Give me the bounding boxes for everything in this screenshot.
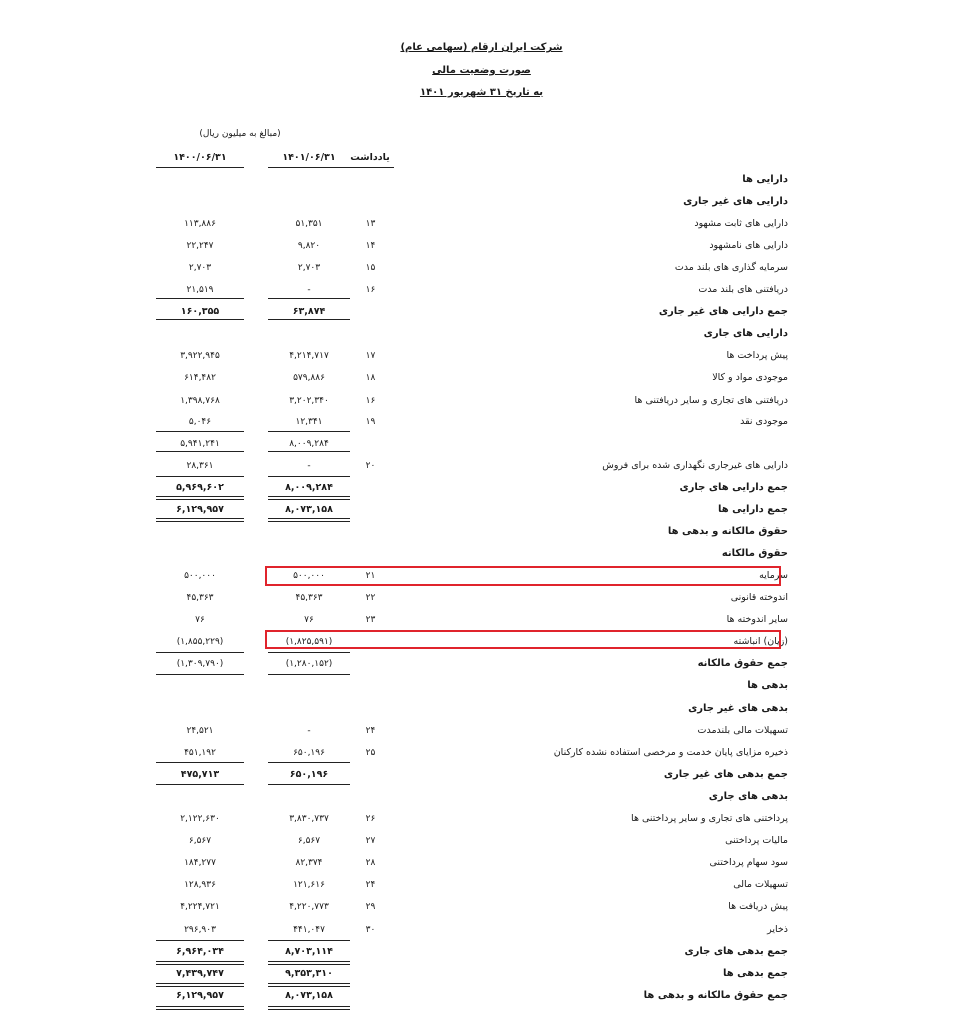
table-row bbox=[0, 214, 963, 234]
table-row bbox=[0, 258, 963, 278]
row-current-value: ۱۲,۳۴۱ bbox=[295, 417, 323, 427]
subtotal-rule bbox=[156, 784, 244, 785]
row-prior-value: ۱۶۰,۳۵۵ bbox=[180, 306, 220, 317]
table-row bbox=[0, 280, 963, 300]
table-row bbox=[0, 964, 963, 984]
row-prior-value: ۲۹۶,۹۰۳ bbox=[184, 925, 216, 935]
subtotal-rule bbox=[268, 762, 350, 763]
row-current-value: ۳,۲۰۲,۳۴۰ bbox=[289, 396, 329, 406]
row-current-value: ۸,۰۷۳,۱۵۸ bbox=[285, 990, 333, 1001]
row-label: جمع دارایی های غیر جاری bbox=[658, 306, 788, 317]
subtotal-rule bbox=[268, 319, 350, 320]
row-prior-value: ۷۶ bbox=[195, 615, 205, 625]
row-current-value: (۱,۲۸۰,۱۵۲) bbox=[285, 659, 333, 669]
total-double-rule bbox=[268, 496, 350, 500]
subtotal-rule bbox=[268, 476, 350, 477]
table-row bbox=[0, 875, 963, 895]
row-current-value: ۸۲,۳۷۴ bbox=[295, 858, 323, 868]
row-label: دریافتنی های بلند مدت bbox=[698, 284, 788, 295]
row-prior-value: ۲,۷۰۳ bbox=[188, 263, 212, 273]
row-label: تسهیلات مالی بلندمدت bbox=[697, 725, 788, 736]
table-row bbox=[0, 809, 963, 829]
row-note: ۲۳ bbox=[365, 615, 376, 625]
table-row bbox=[0, 765, 963, 785]
row-label: دارایی های غیر جاری bbox=[683, 196, 788, 207]
row-current-value: ۸,۰۰۹,۲۸۴ bbox=[289, 439, 329, 449]
row-prior-value: ۵,۹۴۱,۲۴۱ bbox=[180, 439, 220, 449]
row-label: تسهیلات مالی bbox=[733, 879, 788, 890]
table-row bbox=[0, 324, 963, 344]
row-note: ۲۰ bbox=[365, 461, 376, 471]
table-row bbox=[0, 391, 963, 411]
row-label: جمع حقوق مالکانه bbox=[697, 658, 788, 669]
table-row bbox=[0, 456, 963, 476]
subtotal-rule bbox=[268, 298, 350, 299]
row-label: موجودی نقد bbox=[740, 416, 788, 427]
table-row bbox=[0, 853, 963, 873]
row-label: پیش دریافت ها bbox=[728, 901, 788, 912]
row-note: ۱۷ bbox=[365, 351, 376, 361]
total-double-rule bbox=[156, 961, 244, 965]
unit-note: (مبالغ به میلیون ریال) bbox=[199, 129, 281, 139]
total-double-rule bbox=[268, 983, 350, 987]
row-label: سود سهام پرداختنی bbox=[709, 857, 788, 868]
table-row bbox=[0, 346, 963, 366]
row-prior-value: ۴۵۱,۱۹۲ bbox=[184, 748, 216, 758]
row-current-value: ۸,۰۷۳,۱۵۸ bbox=[285, 504, 333, 515]
row-label: دارایی های غیرجاری نگهداری شده برای فروش bbox=[602, 460, 788, 471]
table-row bbox=[0, 920, 963, 940]
company-name: شرکت ایران ارقام (سهامی عام) bbox=[400, 42, 563, 53]
row-prior-value: ۵,۰۴۶ bbox=[188, 417, 212, 427]
subtotal-rule bbox=[156, 476, 244, 477]
row-prior-value: ۲,۱۲۲,۶۳۰ bbox=[180, 814, 220, 824]
row-label: دارایی ها bbox=[742, 174, 788, 185]
subtotal-rule bbox=[156, 652, 244, 653]
table-row bbox=[0, 588, 963, 608]
subtotal-rule bbox=[156, 940, 244, 941]
total-double-rule bbox=[268, 518, 350, 522]
subtotal-rule bbox=[268, 940, 350, 941]
table-row bbox=[0, 721, 963, 741]
row-note: ۱۸ bbox=[365, 373, 376, 383]
row-label: ذخایر bbox=[767, 924, 788, 935]
row-current-value: (۱,۸۲۵,۵۹۱) bbox=[285, 637, 333, 647]
subtotal-rule bbox=[268, 431, 350, 432]
table-row bbox=[0, 699, 963, 719]
row-prior-value: ۲۲,۲۴۷ bbox=[186, 241, 214, 251]
row-current-value: ۵۱,۳۵۱ bbox=[295, 219, 323, 229]
row-current-value: ۵۰۰,۰۰۰ bbox=[293, 571, 325, 581]
row-label: جمع بدهی ها bbox=[723, 968, 788, 979]
table-row bbox=[0, 522, 963, 542]
highlight-capital-box bbox=[265, 566, 781, 586]
row-note: ۱۳ bbox=[365, 219, 376, 229]
row-label: اندوخته قانونی bbox=[730, 592, 788, 603]
row-note: ۲۴ bbox=[365, 726, 376, 736]
prior-year-header: ۱۴۰۰/۰۶/۳۱ bbox=[156, 152, 244, 168]
row-prior-value: ۱۱۳,۸۸۶ bbox=[184, 219, 216, 229]
row-note: ۲۶ bbox=[365, 814, 376, 824]
row-label: موجودی مواد و کالا bbox=[712, 372, 788, 383]
row-current-value: ۴۵,۳۶۳ bbox=[295, 593, 323, 603]
row-label: بدهی های غیر جاری bbox=[688, 703, 788, 714]
row-label: سایر اندوخته ها bbox=[726, 614, 788, 625]
row-note: ۲۱ bbox=[365, 571, 376, 581]
table-row bbox=[0, 676, 963, 696]
table-row bbox=[0, 500, 963, 520]
row-label: مالیات پرداختنی bbox=[725, 835, 788, 846]
row-current-value: - bbox=[307, 461, 311, 471]
row-current-value: ۲,۷۰۳ bbox=[297, 263, 321, 273]
subtotal-rule bbox=[156, 451, 244, 452]
row-label: دارایی های ثابت مشهود bbox=[694, 218, 788, 229]
total-double-rule bbox=[156, 983, 244, 987]
note-header: یادداشت bbox=[346, 152, 394, 168]
row-current-value: ۴,۲۱۴,۷۱۷ bbox=[289, 351, 329, 361]
row-prior-value: ۲۸,۳۶۱ bbox=[186, 461, 214, 471]
subtotal-rule bbox=[268, 784, 350, 785]
row-label: جمع بدهی های جاری bbox=[684, 946, 788, 957]
row-prior-value: ۶,۵۶۷ bbox=[188, 836, 212, 846]
table-row bbox=[0, 478, 963, 498]
subtotal-rule bbox=[156, 431, 244, 432]
row-current-value: - bbox=[307, 285, 311, 295]
row-label: دارایی های جاری bbox=[703, 328, 788, 339]
row-label: جمع دارایی ها bbox=[717, 504, 788, 515]
row-prior-value: (۱,۳۰۹,۷۹۰) bbox=[176, 659, 224, 669]
row-note: ۲۸ bbox=[365, 858, 376, 868]
subtotal-rule bbox=[268, 451, 350, 452]
table-row bbox=[0, 368, 963, 388]
row-note: ۳۰ bbox=[365, 925, 376, 935]
row-prior-value: ۱۸۴,۲۷۷ bbox=[184, 858, 216, 868]
current-year-header: ۱۴۰۱/۰۶/۳۱ bbox=[268, 152, 350, 168]
table-row bbox=[0, 434, 963, 454]
table-row bbox=[0, 942, 963, 962]
row-current-value: ۳,۸۳۰,۷۳۷ bbox=[289, 814, 329, 824]
subtotal-rule bbox=[156, 319, 244, 320]
total-double-rule bbox=[268, 1006, 350, 1010]
row-label: پرداختنی های تجاری و سایر پرداختنی ها bbox=[631, 813, 788, 824]
table-row bbox=[0, 170, 963, 190]
row-note: ۲۹ bbox=[365, 902, 376, 912]
total-double-rule bbox=[156, 1006, 244, 1010]
row-label: بدهی ها bbox=[747, 680, 788, 691]
row-current-value: ۶۵۰,۱۹۶ bbox=[293, 748, 325, 758]
row-prior-value: ۶,۹۶۴,۰۳۴ bbox=[176, 946, 224, 957]
row-label: جمع حقوق مالکانه و بدهی ها bbox=[643, 990, 788, 1001]
row-prior-value: ۵۰۰,۰۰۰ bbox=[184, 571, 216, 581]
row-current-value: ۷۶ bbox=[304, 615, 314, 625]
row-label: حقوق مالکانه و بدهی ها bbox=[667, 526, 788, 537]
table-row bbox=[0, 302, 963, 322]
row-label: بدهی های جاری bbox=[708, 791, 788, 802]
row-label: سرمایه گذاری های بلند مدت bbox=[674, 262, 788, 273]
row-prior-value: ۲۱,۵۱۹ bbox=[186, 285, 214, 295]
table-row bbox=[0, 654, 963, 674]
row-current-value: ۹,۸۲۰ bbox=[297, 241, 321, 251]
subtotal-rule bbox=[156, 674, 244, 675]
row-current-value: ۵۷۹,۸۸۶ bbox=[293, 373, 325, 383]
row-prior-value: ۳,۹۲۲,۹۴۵ bbox=[180, 351, 220, 361]
row-current-value: - bbox=[307, 726, 311, 736]
row-current-value: ۹,۳۵۳,۳۱۰ bbox=[285, 968, 333, 979]
statement-title: صورت وضعیت مالی bbox=[432, 65, 531, 76]
row-current-value: ۴,۲۲۰,۷۷۳ bbox=[289, 902, 329, 912]
row-prior-value: (۱,۸۵۵,۲۲۹) bbox=[176, 637, 224, 647]
subtotal-rule bbox=[156, 762, 244, 763]
table-row bbox=[0, 544, 963, 564]
row-current-value: ۱۲۱,۶۱۶ bbox=[293, 880, 325, 890]
row-current-value: ۶,۵۶۷ bbox=[297, 836, 321, 846]
row-label: جمع بدهی های غیر جاری bbox=[663, 769, 788, 780]
row-label: (زیان) انباشته bbox=[733, 636, 788, 647]
row-current-value: ۶۳,۸۷۴ bbox=[292, 306, 326, 317]
row-prior-value: ۶۱۴,۴۸۲ bbox=[184, 373, 216, 383]
subtotal-rule bbox=[268, 652, 350, 653]
row-prior-value: ۴,۲۲۴,۷۲۱ bbox=[180, 902, 220, 912]
row-note: ۲۵ bbox=[365, 748, 376, 758]
highlight-accumulated-loss-box bbox=[265, 630, 781, 649]
row-note: ۱۴ bbox=[365, 241, 376, 251]
row-note: ۲۷ bbox=[365, 836, 376, 846]
row-current-value: ۶۵۰,۱۹۶ bbox=[289, 769, 329, 780]
row-prior-value: ۲۴,۵۲۱ bbox=[186, 726, 214, 736]
table-row bbox=[0, 192, 963, 212]
total-double-rule bbox=[156, 518, 244, 522]
table-row bbox=[0, 236, 963, 256]
row-prior-value: ۵,۹۶۹,۶۰۲ bbox=[176, 482, 224, 493]
row-label: دارایی های نامشهود bbox=[709, 240, 788, 251]
row-label: سرمایه bbox=[759, 570, 788, 581]
table-row bbox=[0, 986, 963, 1006]
row-prior-value: ۴۵,۳۶۳ bbox=[186, 593, 214, 603]
table-row bbox=[0, 743, 963, 763]
row-note: ۱۹ bbox=[365, 417, 376, 427]
table-row bbox=[0, 610, 963, 630]
row-note: ۱۶ bbox=[365, 285, 376, 295]
total-double-rule bbox=[268, 961, 350, 965]
row-current-value: ۸,۷۰۳,۱۱۴ bbox=[285, 946, 333, 957]
statement-date: به تاریخ ۳۱ شهریور ۱۴۰۱ bbox=[419, 87, 544, 98]
total-double-rule bbox=[156, 496, 244, 500]
row-prior-value: ۱,۳۹۸,۷۶۸ bbox=[180, 396, 220, 406]
row-label: دریافتنی های تجاری و سایر دریافتنی ها bbox=[634, 395, 788, 406]
table-row bbox=[0, 412, 963, 432]
row-note: ۱۵ bbox=[365, 263, 376, 273]
row-prior-value: ۱۲۸,۹۳۶ bbox=[184, 880, 216, 890]
row-note: ۲۴ bbox=[365, 880, 376, 890]
row-prior-value: ۴۷۵,۷۱۳ bbox=[180, 769, 220, 780]
row-note: ۲۲ bbox=[365, 593, 376, 603]
row-label: پیش پرداخت ها bbox=[726, 350, 788, 361]
table-row bbox=[0, 787, 963, 807]
subtotal-rule bbox=[156, 298, 244, 299]
row-current-value: ۴۴۱,۰۴۷ bbox=[293, 925, 325, 935]
row-note: ۱۶ bbox=[365, 396, 376, 406]
row-prior-value: ۶,۱۲۹,۹۵۷ bbox=[176, 504, 224, 515]
subtotal-rule bbox=[268, 674, 350, 675]
row-current-value: ۸,۰۰۹,۲۸۴ bbox=[285, 482, 333, 493]
table-row bbox=[0, 897, 963, 917]
row-label: جمع دارایی های جاری bbox=[679, 482, 788, 493]
row-prior-value: ۷,۴۳۹,۷۴۷ bbox=[176, 968, 224, 979]
row-label: ذخیره مزایای پایان خدمت و مرخصی استفاده نشده کارکنان bbox=[553, 747, 788, 758]
table-row bbox=[0, 831, 963, 851]
row-label: حقوق مالکانه bbox=[721, 548, 788, 559]
row-prior-value: ۶,۱۲۹,۹۵۷ bbox=[176, 990, 224, 1001]
